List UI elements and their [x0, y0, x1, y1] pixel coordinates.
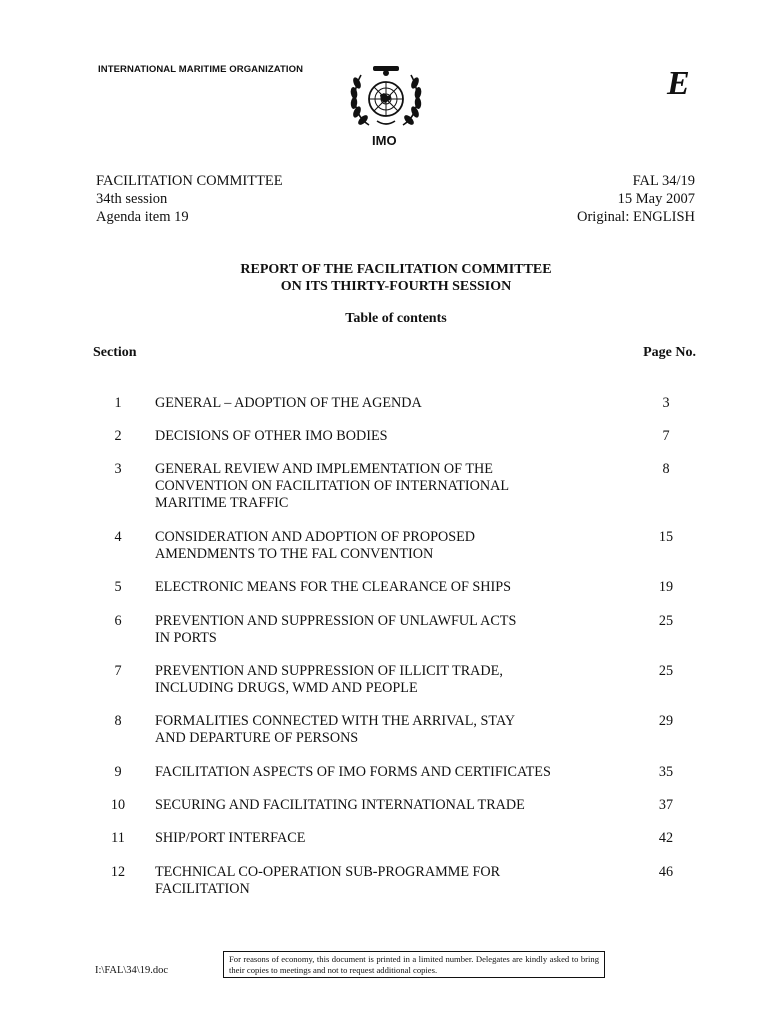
imo-emblem-icon — [347, 63, 425, 133]
toc-heading: Table of contents — [345, 311, 447, 326]
toc-row-page: 15 — [658, 529, 674, 545]
toc-row-number: 1 — [114, 395, 122, 411]
report-title — [96, 261, 696, 295]
toc-row-page: 25 — [658, 663, 674, 679]
toc-row-page: 29 — [658, 713, 674, 729]
toc-row-number: 5 — [114, 579, 122, 595]
document-symbol: FAL 34/19 — [632, 173, 695, 189]
toc-row-number: 10 — [110, 797, 126, 813]
toc-row-number: 6 — [114, 613, 122, 629]
toc-column-section: Section — [93, 345, 137, 360]
toc-row-title[interactable]: ELECTRONIC MEANS FOR THE CLEARANCE OF SHIPS — [155, 579, 512, 595]
economy-notice: For reasons of economy, this document is printed in a limited number. Delegates are kindly asked to bring their copies to meetings and not to request additional copies. — [223, 951, 605, 978]
toc-column-page: Page No. — [643, 345, 696, 360]
toc-row-page: 3 — [662, 395, 670, 411]
toc-row-title[interactable]: TECHNICAL CO-OPERATION SUB-PROGRAMME FOR FACILITATION — [155, 864, 501, 897]
report-title-line-2: ON ITS THIRTY-FOURTH SESSION — [280, 279, 512, 294]
document-info-block — [577, 172, 695, 226]
toc-row-page: 46 — [658, 864, 674, 880]
file-reference: I:\FAL\34\19.doc — [95, 965, 169, 976]
toc-row-number: 4 — [114, 529, 122, 545]
toc-row-title[interactable]: SHIP/PORT INTERFACE — [155, 830, 306, 846]
toc-row-title[interactable]: DECISIONS OF OTHER IMO BODIES — [155, 428, 388, 444]
toc-row-number: 9 — [114, 764, 122, 780]
organization-abbreviation: IMO — [372, 133, 397, 148]
toc-row-number: 3 — [114, 461, 122, 477]
report-title-line-1: REPORT OF THE FACILITATION COMMITTEE — [240, 262, 552, 277]
toc-row-page: 7 — [662, 428, 670, 444]
toc-row-number: 12 — [110, 864, 126, 880]
toc-row-title[interactable]: GENERAL – ADOPTION OF THE AGENDA — [155, 395, 422, 411]
toc-row-title[interactable]: CONSIDERATION AND ADOPTION OF PROPOSED AMENDMENTS TO THE FAL CONVENTION — [155, 529, 476, 562]
committee-block — [96, 172, 283, 226]
language-code: E — [667, 65, 690, 102]
toc-row-page: 37 — [658, 797, 674, 813]
toc-row-number: 7 — [114, 663, 122, 679]
toc-row-page: 25 — [658, 613, 674, 629]
toc-row-page: 42 — [658, 830, 674, 846]
toc-row-title[interactable]: SECURING AND FACILITATING INTERNATIONAL TRADE — [155, 797, 525, 813]
original-language: Original: ENGLISH — [577, 209, 695, 225]
document-date: 15 May 2007 — [617, 191, 695, 207]
toc-row-title[interactable]: FACILITATION ASPECTS OF IMO FORMS AND CERTIFICATES — [155, 764, 551, 780]
toc-row-number: 11 — [111, 830, 125, 846]
agenda-item: Agenda item 19 — [96, 209, 189, 225]
committee-name: FACILITATION COMMITTEE — [96, 173, 283, 189]
toc-row-number: 2 — [114, 428, 122, 444]
toc-row-title[interactable]: PREVENTION AND SUPPRESSION OF UNLAWFUL ACTS IN PORTS — [155, 613, 517, 646]
toc-row-page: 8 — [662, 461, 670, 477]
organization-name: INTERNATIONAL MARITIME ORGANIZATION — [98, 64, 304, 75]
toc-row-page: 19 — [658, 579, 674, 595]
toc-row-number: 8 — [114, 713, 122, 729]
toc-row-title[interactable]: GENERAL REVIEW AND IMPLEMENTATION OF THE CONVENTION ON FACILITATION OF INTERNATIONAL MARITIME TRAFFIC — [155, 461, 510, 511]
toc-row-title[interactable]: FORMALITIES CONNECTED WITH THE ARRIVAL, STAY AND DEPARTURE OF PERSONS — [155, 713, 516, 746]
toc-row-page: 35 — [658, 764, 674, 780]
toc-row-title[interactable]: PREVENTION AND SUPPRESSION OF ILLICIT TRADE, INCLUDING DRUGS, WMD AND PEOPLE — [155, 663, 503, 696]
session-label: 34th session — [96, 191, 168, 207]
